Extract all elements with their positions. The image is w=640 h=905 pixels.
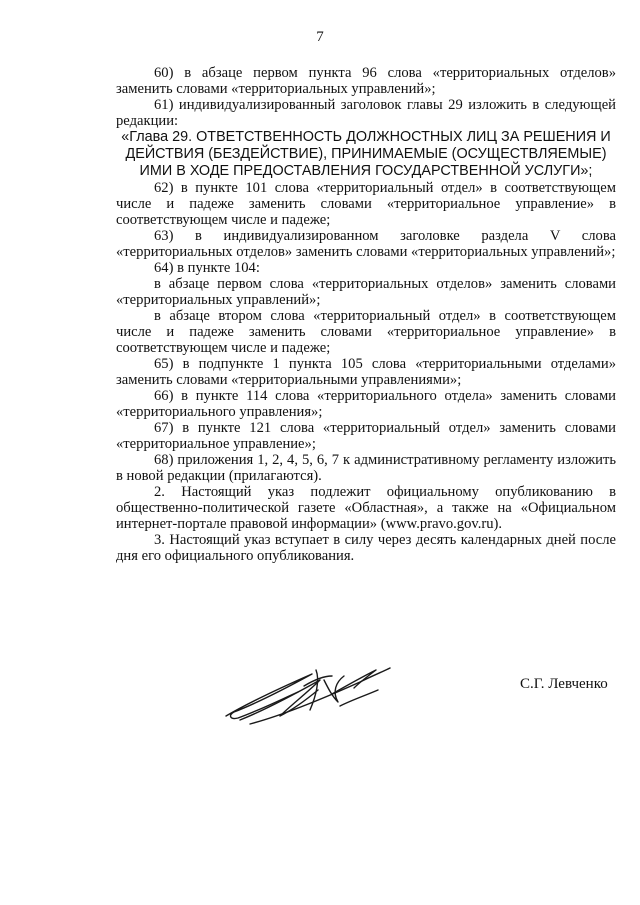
paragraph-64: 64) в пункте 104: — [154, 260, 260, 276]
section-2-publication: 2. Настоящий указ подлежит официальному опубликованию в общественно-политической газете «Областная», а также на «Официальном интернет-портале правовой информации» (www.pravo.gov.ru). — [116, 484, 616, 532]
section-3-entry-into-force: 3. Настоящий указ вступает в силу через десять календарных дней после дня его официального опубликования. — [116, 532, 616, 564]
page-number: 7 — [316, 29, 324, 45]
signer-name: С.Г. Левченко — [520, 676, 608, 692]
signature-block — [0, 650, 640, 730]
paragraph-67: 67) в пункте 121 слова «территориальный отдел» заменить словами «территориальное управление»; — [116, 420, 616, 452]
paragraph-63: 63) в индивидуализированном заголовке раздела V слова «территориальных отделов» заменить словами «территориальных управлений»; — [116, 228, 616, 260]
paragraph-68: 68) приложения 1, 2, 4, 5, 6, 7 к административному регламенту изложить в новой редакции (прилагаются). — [116, 452, 616, 484]
paragraph-61: 61) индивидуализированный заголовок главы 29 изложить в следующей редакции: — [116, 97, 616, 129]
paragraph-65: 65) в подпункте 1 пункта 105 слова «территориальными отделами» заменить словами «территориальными управлениями»; — [116, 356, 616, 388]
document-body — [116, 65, 616, 564]
signature-icon — [220, 650, 395, 728]
paragraph-60: 60) в абзаце первом пункта 96 слова «территориальных отделов» заменить словами «территориальных управлений»; — [116, 65, 616, 97]
chapter-heading: «Глава 29. ОТВЕТСТВЕННОСТЬ ДОЛЖНОСТНЫХ ЛИЦ ЗА РЕШЕНИЯ И ДЕЙСТВИЯ (БЕЗДЕЙСТВИЕ), ПРИНИМАЕМЫЕ (ОСУЩЕСТВЛЯЕМЫЕ) ИМИ В ХОДЕ ПРЕДОСТАВЛЕНИЯ ГОСУДАРСТВЕННОЙ УСЛУГИ»; — [121, 129, 611, 179]
paragraph-64-second-abzac: в абзаце втором слова «территориальный отдел» в соответствующем числе и падеже заменить словами «территориальное управление» в соответствующем числе и падеже; — [116, 308, 616, 356]
paragraph-62: 62) в пункте 101 слова «территориальный отдел» в соответствующем числе и падеже заменить словами «территориальное управление» в соответствующем числе и падеже; — [116, 180, 616, 228]
paragraph-66: 66) в пункте 114 слова «территориального отдела» заменить словами «территориального управления»; — [116, 388, 616, 420]
paragraph-64-first-abzac: в абзаце первом слова «территориальных отделов» заменить словами «территориальных управлений»; — [116, 276, 616, 308]
